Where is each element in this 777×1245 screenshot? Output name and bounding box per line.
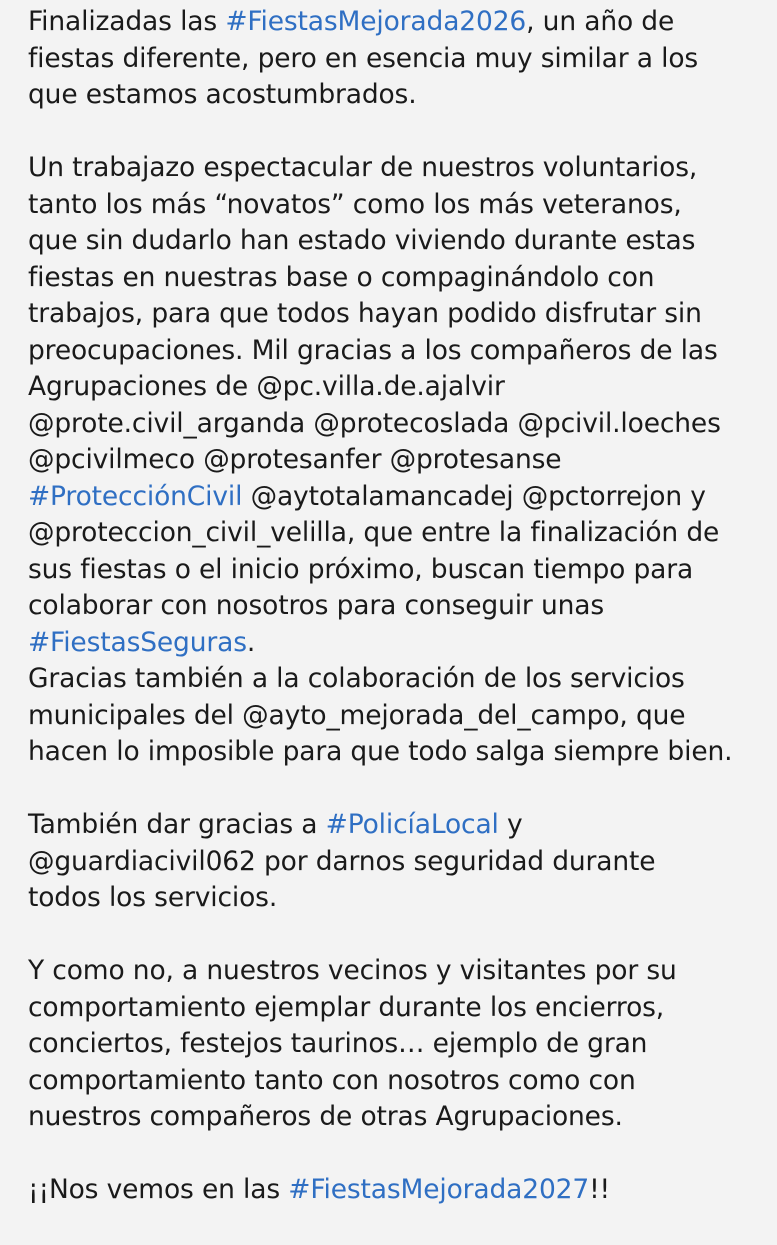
text-line: [28, 41, 768, 78]
mention-link[interactable]: @ayto_mejorada_del_campo: [242, 699, 620, 731]
text-segment: fiestas en nuestras base o compaginándolo con: [28, 261, 655, 293]
hashtag-link[interactable]: #FiestasSeguras: [28, 626, 247, 658]
post-paragraph: [28, 1172, 768, 1209]
text-line: [28, 588, 768, 625]
text-segment: Un trabajazo espectacular de nuestros voluntarios,: [28, 152, 698, 183]
text-segment: comportamiento ejemplar durante los encierros,: [28, 991, 665, 1023]
hashtag-link[interactable]: #FiestasMejorada2026: [225, 6, 527, 37]
text-segment: y: [498, 809, 523, 840]
mention-link[interactable]: @pcivil.loeches: [517, 407, 721, 439]
mention-link[interactable]: @pctorrejon: [521, 480, 683, 512]
text-line: [28, 333, 768, 370]
text-line: [28, 369, 768, 406]
post-paragraph: [28, 807, 768, 917]
text-line: [28, 734, 768, 771]
text-segment: Y como no, a nuestros vecinos y visitantes por su: [28, 955, 677, 986]
text-segment: Gracias también a la colaboración de los servicios: [28, 663, 685, 694]
text-line: [28, 552, 768, 589]
text-line: [28, 479, 768, 516]
text-segment: y: [682, 480, 706, 512]
post-paragraph: [28, 953, 768, 1136]
text-segment: , que: [619, 699, 686, 731]
text-segment: municipales del: [28, 699, 243, 731]
text-line: [28, 187, 768, 224]
mention-link[interactable]: @protesanse: [389, 444, 562, 475]
text-segment: Agrupaciones de: [28, 371, 257, 402]
text-line: [28, 4, 768, 41]
post-body: [28, 4, 768, 1245]
mention-link[interactable]: @protesanfer: [203, 444, 382, 475]
text-segment: , un año de: [526, 6, 675, 37]
post-paragraph: [28, 150, 768, 661]
text-segment: nuestros compañeros de otras Agrupaciones.: [28, 1101, 623, 1132]
text-line: [28, 442, 768, 479]
text-line: [28, 1026, 768, 1063]
text-line: [28, 990, 768, 1027]
text-segment: trabajos, para que todos hayan podido disfrutar sin: [28, 298, 702, 329]
mention-link[interactable]: @pcivilmeco: [28, 444, 195, 475]
text-segment: tanto los más “novatos” como los más veteranos,: [28, 188, 682, 220]
text-line: [28, 1099, 768, 1136]
text-line: [28, 953, 768, 990]
text-segment: [513, 481, 521, 512]
mention-link[interactable]: @pc.villa.de.ajalvir: [256, 371, 505, 402]
text-line: [28, 296, 768, 333]
text-segment: También dar gracias a: [28, 809, 326, 840]
text-line: [28, 625, 768, 662]
text-segment: [509, 408, 517, 439]
text-segment: [381, 444, 389, 475]
mention-link[interactable]: @prote.civil_arganda: [28, 407, 306, 439]
text-segment: que estamos acostumbrados.: [28, 79, 417, 110]
mention-link[interactable]: @guardiacivil062: [28, 845, 256, 877]
text-segment: sus fiestas o el inicio próximo, buscan tiempo para: [28, 553, 694, 585]
text-segment: Finalizadas las: [28, 6, 226, 37]
text-segment: que sin dudarlo han estado viviendo durante estas: [28, 225, 696, 256]
text-line: [28, 1172, 768, 1209]
text-line: [28, 406, 768, 443]
text-line: [28, 77, 768, 114]
text-segment: hacen lo imposible para que todo salga siempre bien.: [28, 736, 733, 767]
text-line: [28, 515, 768, 552]
text-segment: conciertos, festejos taurinos… ejemplo de gran: [28, 1028, 648, 1059]
text-segment: todos los servicios.: [28, 882, 278, 913]
mention-link[interactable]: @aytotalamancadej: [250, 480, 514, 512]
text-line: [28, 150, 768, 187]
text-line: [28, 260, 768, 297]
text-line: [28, 880, 768, 917]
hashtag-link[interactable]: #FiestasMejorada2027: [288, 1174, 590, 1205]
post-paragraph: [28, 4, 768, 114]
text-line: [28, 1063, 768, 1100]
hashtag-link[interactable]: #ProtecciónCivil: [28, 480, 243, 512]
text-segment: [242, 481, 250, 512]
text-segment: !!: [589, 1174, 611, 1205]
text-segment: ¡¡Nos vemos en las: [28, 1174, 289, 1205]
hashtag-link[interactable]: #PolicíaLocal: [325, 809, 499, 840]
text-segment: por darnos seguridad durante: [255, 845, 656, 877]
post-paragraph: [28, 661, 768, 771]
text-line: [28, 698, 768, 735]
text-segment: colaborar con nosotros para conseguir unas: [28, 590, 604, 621]
text-segment: .: [246, 626, 256, 658]
text-line: [28, 661, 768, 698]
mention-link[interactable]: @protecoslada: [313, 407, 510, 439]
text-segment: , que entre la finalización de: [346, 517, 720, 548]
text-segment: preocupaciones. Mil gracias a los compañeros de las: [28, 334, 718, 366]
text-line: [28, 223, 768, 260]
mention-link[interactable]: @proteccion_civil_velilla: [28, 517, 347, 548]
text-segment: [195, 444, 203, 475]
text-segment: fiestas diferente, pero en esencia muy similar a los: [28, 42, 699, 74]
text-line: [28, 807, 768, 844]
text-line: [28, 844, 768, 881]
text-segment: comportamiento tanto con nosotros como con: [28, 1064, 636, 1096]
